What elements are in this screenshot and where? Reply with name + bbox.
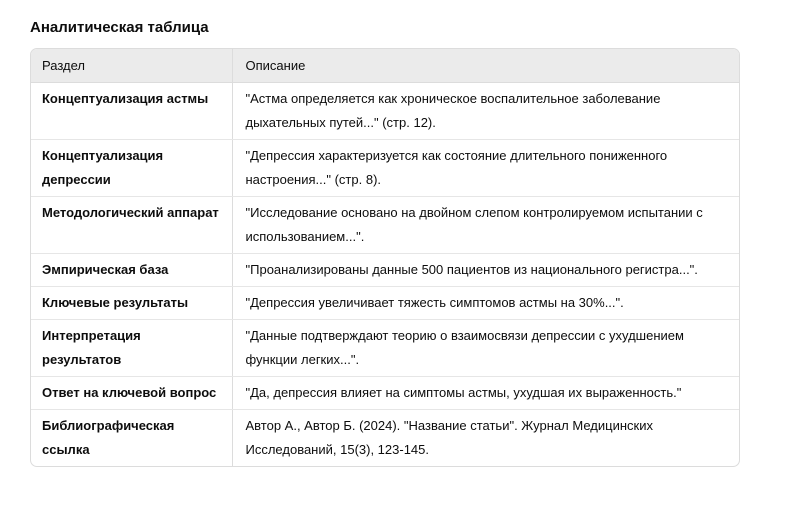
analysis-table-grid (31, 49, 739, 466)
page-title: Аналитическая таблица (30, 19, 209, 36)
row-section-cell: Концептуализация депрессии (31, 140, 232, 197)
row-description-cell: "Да, депрессия влияет на симптомы астмы, ухудшая их выраженность." (232, 377, 739, 410)
row-description-cell: "Данные подтверждают теорию о взаимосвязи депрессии с ухудшением функции легких...". (232, 320, 739, 377)
analysis-table (30, 48, 740, 467)
row-description-cell: "Депрессия характеризуется как состояние длительного пониженного настроения..." (стр. 8). (232, 140, 739, 197)
row-section-cell: Интерпретация результатов (31, 320, 232, 377)
column-header-section: Раздел (31, 49, 232, 83)
row-description-cell: "Астма определяется как хроническое воспалительное заболевание дыхательных путей..." (стр. 12). (232, 83, 739, 140)
table-row (31, 287, 739, 320)
table-row (31, 197, 739, 254)
row-section-cell: Методологический аппарат (31, 197, 232, 254)
row-description-cell: Автор А., Автор Б. (2024). "Название статьи". Журнал Медицинских Исследований, 15(3), 123-145. (245, 418, 653, 457)
column-header-description: Описание (232, 49, 739, 83)
row-section-cell: Библиографическая ссылка (31, 410, 232, 467)
row-description-cell: "Проанализированы данные 500 пациентов из национального регистра...". (232, 254, 739, 287)
row-section-cell: Ключевые результаты (31, 287, 232, 320)
row-description-cell: "Депрессия увеличивает тяжесть симптомов астмы на 30%...". (232, 287, 739, 320)
table-header-row (31, 49, 739, 83)
table-row (31, 83, 739, 140)
row-description-cell: "Исследование основано на двойном слепом контролируемом испытании с использованием...". (232, 197, 739, 254)
table-row (31, 410, 739, 467)
row-section-cell: Концептуализация астмы (31, 83, 232, 140)
table-row (31, 254, 739, 287)
row-section-cell: Эмпирическая база (31, 254, 232, 287)
table-row (31, 320, 739, 377)
table-row (31, 140, 739, 197)
table-row (31, 377, 739, 410)
row-section-cell: Ответ на ключевой вопрос (31, 377, 232, 410)
